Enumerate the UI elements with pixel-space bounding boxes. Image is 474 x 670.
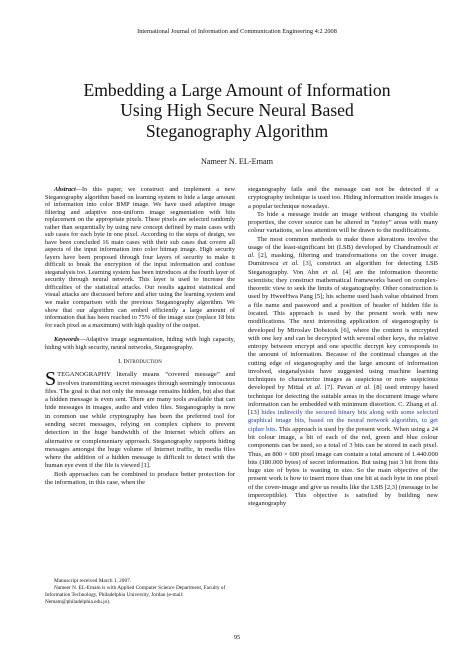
author-name: Nameer N. EL-Emam [200, 157, 274, 166]
intro-paragraph: STEGANOGRAPHY literally means “covered message” and involves transmitting secret messages through seemingly innocuous files. The goal is that not only the message remains hidden, but also that a hidden message is even sent. There are many tools available that can hide messages in images, audio and video files. Steganography is now in common use while cryptography has been the preferred tool for sending secret messages, relying on complex ciphers to prevent detection in the huge bandwidth of the Internet which offers an alternative or complementary approach. Steganography supports hiding messages amongst the huge volume of Internet traffic, in media files where the addition of a hidden message is difficult to detect with the human eye even if the file is viewed [1]. [45, 368, 235, 470]
intro-paragraph-2: Both approaches can be combined to produce better protection for the information, in this case, when the [45, 470, 235, 486]
title-line: Using High Secure Neural Based [120, 100, 354, 121]
left-column [45, 186, 235, 487]
highlighted-text: hides indirectly the secured binary bits along with some selected graphical image bits, based on the neural network algorithm, to get cipher bits. [248, 409, 438, 433]
paper-title [40, 80, 434, 141]
keywords-text: —Adaptive image segmentation, hiding with high capacity, hiding with high security, neural networks, Steganography. [45, 336, 235, 351]
footnotes [45, 578, 235, 606]
section-title: Introduction [123, 358, 162, 366]
body-paragraph: To hide a message inside an image without changing its visible properties, the cover source can be altered in “noisy” areas with many colour variations, so less attention will be drawn to the modifications. [248, 210, 438, 235]
abstract-label: Abstract [54, 186, 76, 193]
title-line: Embedding a Large Amount of Information [83, 80, 391, 100]
footnote: Manuscript received March 1, 2007. [54, 578, 132, 584]
page-number: 95 [233, 634, 241, 641]
abstract-text: —In this paper, we construct and implement a new Steganography algorithm based on learning system to hide a large amount of information into color BMP image. We have used adaptive image filtering and adaptive non-uniform image segmentation with bits replacement on the appropriate pixels. These pixels are selected randomly rather than sequentially by using new concept defined by main cases with sub cases for each byte in one pixel. According to the steps of design, we have been concluded 16 main cases with their sub cases that covere all aspects of the input information into color bitmap image. High security layers have been proposed through four layers of security to make it difficult to break the encryption of the input information and confuse steganalysis too. Learning system has been introduces at the fourth layer of security through neural network. This layer is used to increase the difficulties of the statistical attacks. Our results against statistical and visual attacks are discussed before and after using the learning system and we make comparison with the previous Steganography algorithm. We show that our algorithm can embed efficiently a large amount of information that has been reached to 75% of the image size (replace 18 bits for each pixel as a maximum) with high quality of the output. [45, 186, 235, 329]
dropcap: S [45, 368, 57, 391]
title-line: Steganography Algorithm [145, 120, 329, 141]
body-paragraph: steganography fails and the message can not be detected if a cryptography technique is used too. Hiding information inside images is a popular technique nowadays. [248, 186, 438, 210]
abstract [45, 186, 235, 329]
section-heading: I. Introduction [118, 358, 162, 366]
keywords [45, 336, 235, 351]
footnote: Nameer N. EL-Emam is with Applied Computer Science Department, Faculty of Information Technology, Philadelphia University, Jordan (e-mail: Nemam@philadelphia.edu.jo). [45, 585, 226, 605]
journal-header: International Journal of Information and Communication Engineering 4:2 2008 [137, 28, 337, 35]
body-paragraph: The most common methods to make these alterations involve the usage of the least-significant bit (LSB) developed by Chandramouli et al. [2], masking, filtering and transformations on the cover image. Dumitrescu et al. [3], construct an algorithm for detecting LSB Steganography. Von Ahn et al. [4] are the information theoretic scientists; they construct mathematical frameworks based on complex-theoretic view to seek the limits of steganography. Other construction is used by HweeHwa Pang [5]; his scheme used hash value obtained from a file name and password and a position of header of hidden file is located. This approach is used by the present work with new modifications. The next interesting application of steganography is developed by Miroslav Dobsicek [6], where the content is encrypted with one key and can be decrypted with several other keys, the relative entropy between encrypt and one specific decrypt key corresponds to the amount of information. Because of the continual changes at the cutting edge of steganography and the large amount of information involved, steganalysists have suggested using machine learning techniques to characterize images as suspicious or non- suspicious developed by Mittal et al. [7]. Pavan et al. [8] used entropy based technique for detecting the suitable areas in the document image where information can be embedded with minimum distortion. C. Zhang et al. [13] hides indirectly the secured binary bits along with some selected graphical image bits, based on the neural network algorithm, to get cipher bits. This approach is used by the present work. When using a 24 bit colour image, a bit of each of the red, green and blue colour components can be used, so a total of 3 bits can be stored in each pixel. Thus, an 800 × 600 pixel image can contain a total amount of 1.440.000 bits (180.000 bytes) of secret information. But using just 3 bit from this huge size of bytes is wasting in size. So the main objective of the present work is how to insert more than one bit at each byte in one pixel of the cover-image and give us results like the LSB [2,3] (message to be imperceptible). This objective is satisfied by building new steganography [248, 235, 439, 508]
keywords-label: Keywords [54, 336, 80, 344]
right-column [248, 186, 438, 508]
